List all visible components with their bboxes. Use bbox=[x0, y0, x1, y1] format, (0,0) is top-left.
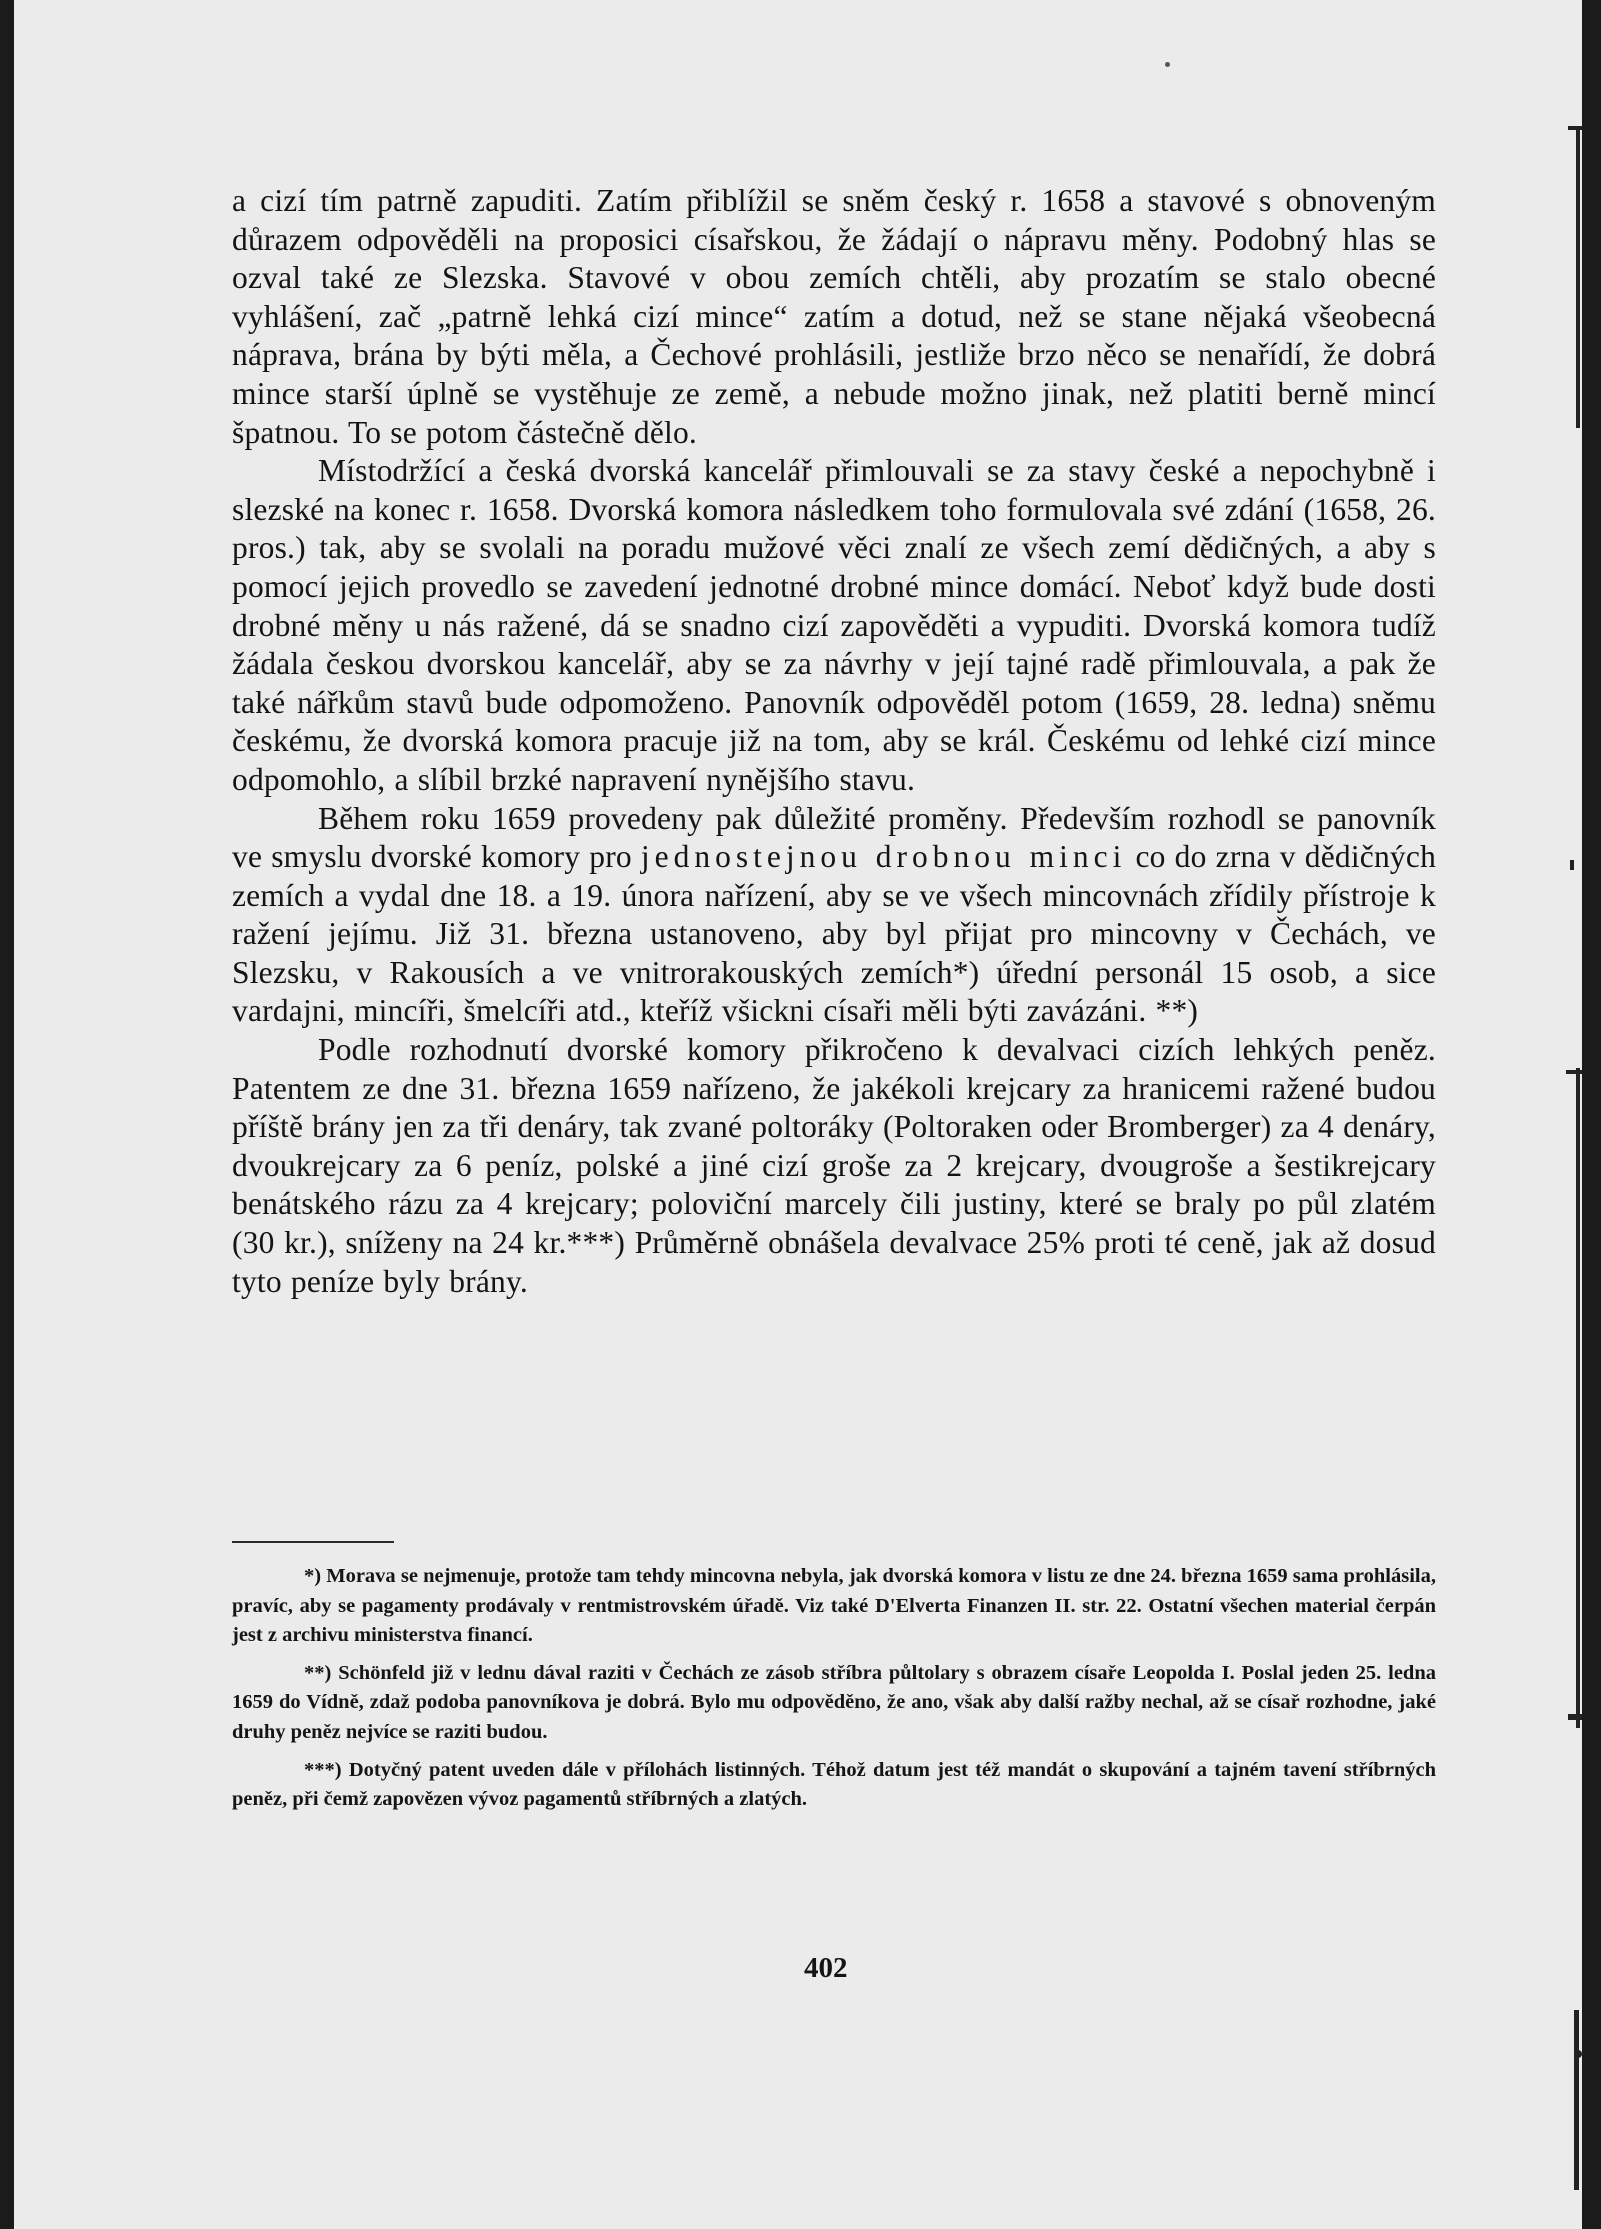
main-text bbox=[232, 182, 1436, 1301]
binding-mark-mid bbox=[1576, 1068, 1580, 1728]
footnote-separator bbox=[232, 1541, 394, 1543]
paragraph-1: a cizí tím patrně zapuditi. Zatím přiblížil se sněm český r. 1658 a stavové s obnoveným důrazem odpověděli na proposici císařskou, že žádají o nápravu měny. Podobný hlas se ozval také ze Slezska. Stavové v obou zemích chtěli, aby prozatím se stalo obecné vyhlášení, zač „patrně lehká cizí mince“ zatím a dotud, než se stane nějaká všeobecná náprava, brána by býti měla, a Čechové prohlásili, jestliže brzo něco se nenařídí, že dobrá mince starší úplně se vystěhuje ze země, a nebude možno jinak, než platiti berně mincí špatnou. To se potom částečně dělo. bbox=[232, 183, 1436, 450]
paragraph-3-before: Během roku 1659 provedeny pak důležité proměny. Především rozhodl se panovník ve smyslu dvorské komory pro bbox=[232, 800, 1436, 875]
scan-dot-1 bbox=[1165, 62, 1170, 67]
binding-mark-top bbox=[1576, 128, 1580, 428]
paragraph-3 bbox=[232, 800, 1436, 1032]
footnote-1: *) Morava se nejmenuje, protože tam tehdy mincovna nebyla, jak dvorská komora v listu ze dne 24. března 1659 sama prohlásila, pravíc, aby se pagamenty prodávaly v rentmistrovském úřadě. Viz také D'Elverta Finanzen II. str. 22. Ostatní všechen material čerpán jest z archivu ministerstva financí. bbox=[232, 1565, 1436, 1647]
binding-mark-bottom bbox=[1574, 2010, 1579, 2190]
scanned-page bbox=[14, 0, 1582, 2229]
scan-dot-3 bbox=[1570, 860, 1574, 870]
paragraph-3-spaced: jednostejnou drobnou minci bbox=[640, 839, 1127, 875]
binding-mark-mid-cap bbox=[1566, 1070, 1582, 1074]
footnote-3: ***) Dotyčný patent uveden dále v přílohách listinných. Téhož datum jest též mandát o skupování a tajném tavení stříbrných peněz, při čemž zapovězen vývoz pagamentů stříbrných a zlatých. bbox=[232, 1758, 1436, 1811]
page-number: 402 bbox=[804, 1952, 848, 1984]
footnote-2: **) Schönfeld již v lednu dával raziti v Čechách ze zásob stříbra půltolary s obrazem císaře Leopolda I. Poslal jeden 25. ledna 1659 do Vídně, zdaž podoba panovníkova je dobrá. Bylo mu odpověděno, že ano, však aby další ražby nechal, až se císař rozhodne, jaké druhy peněz nejvíce se raziti budou. bbox=[232, 1661, 1436, 1743]
paragraph-4: Podle rozhodnutí dvorské komory přikročeno k devalvaci cizích lehkých peněz. Patentem ze dne 31. března 1659 nařízeno, že jakékoli krejcary za hranicemi ražené budou příště brány jen za tři denáry, tak zvané poltoráky (Poltoraken oder Bromberger) za 4 denáry, dvoukrejcary za 6 peníz, polské a jiné cizí groše za 2 krejcary, dvougroše a šestikrejcary benátského rázu za 4 krejcary; poloviční marcely čili justiny, které se braly po půl zlatém (30 kr.), sníženy na 24 kr.***) Průměrně obnášela devalvace 25% proti té ceně, jak až dosud tyto peníze byly brány. bbox=[232, 1032, 1436, 1299]
footnotes bbox=[232, 1562, 1436, 1823]
paragraph-2: Místodržící a česká dvorská kancelář přimlouvali se za stavy české a nepochybně i slezské na konec r. 1658. Dvorská komora následkem toho formulovala své zdání (1658, 26. pros.) tak, aby se svolali na poradu mužové věci znalí ze všech zemí dědičných, a aby s pomocí jejich provedlo se zavedení jednotné drobné mince domácí. Neboť když bude dosti drobné měny u nás ražené, dá se snadno cizí zapověděti a vypuditi. Dvorská komora tudíž žádala českou dvorskou kancelář, aby se za návrhy v její tajné radě přimlouvala, a pak že také nářkům stavů bude odpomoženo. Panovník odpověděl potom (1659, 28. ledna) sněmu českému, že dvorská komora pracuje již na tom, aby se král. Českému od lehké cizí mince odpomohlo, a slíbil brzké napravení nynějšího stavu. bbox=[232, 453, 1436, 797]
binding-mark-top-cap bbox=[1568, 126, 1582, 130]
scan-dot-2 bbox=[1574, 2050, 1582, 2058]
binding-mark-mid-foot bbox=[1568, 1714, 1582, 1720]
paragraph-3-after: co do zrna v dědičných zemích a vydal dne 18. a 19. února nařízení, aby se ve všech mincovnách zřídily přístroje k ražení jejímu. Již 31. března ustanoveno, aby byl přijat pro mincovny v Čechách, ve Slezsku, v Rakousích a ve vnitrorakouských zemích*) úřední personál 15 osob, a sice vardajni, mincíři, šmelcíři atd., kteříž všickni císaři měli býti zavázáni. **) bbox=[232, 839, 1437, 1029]
